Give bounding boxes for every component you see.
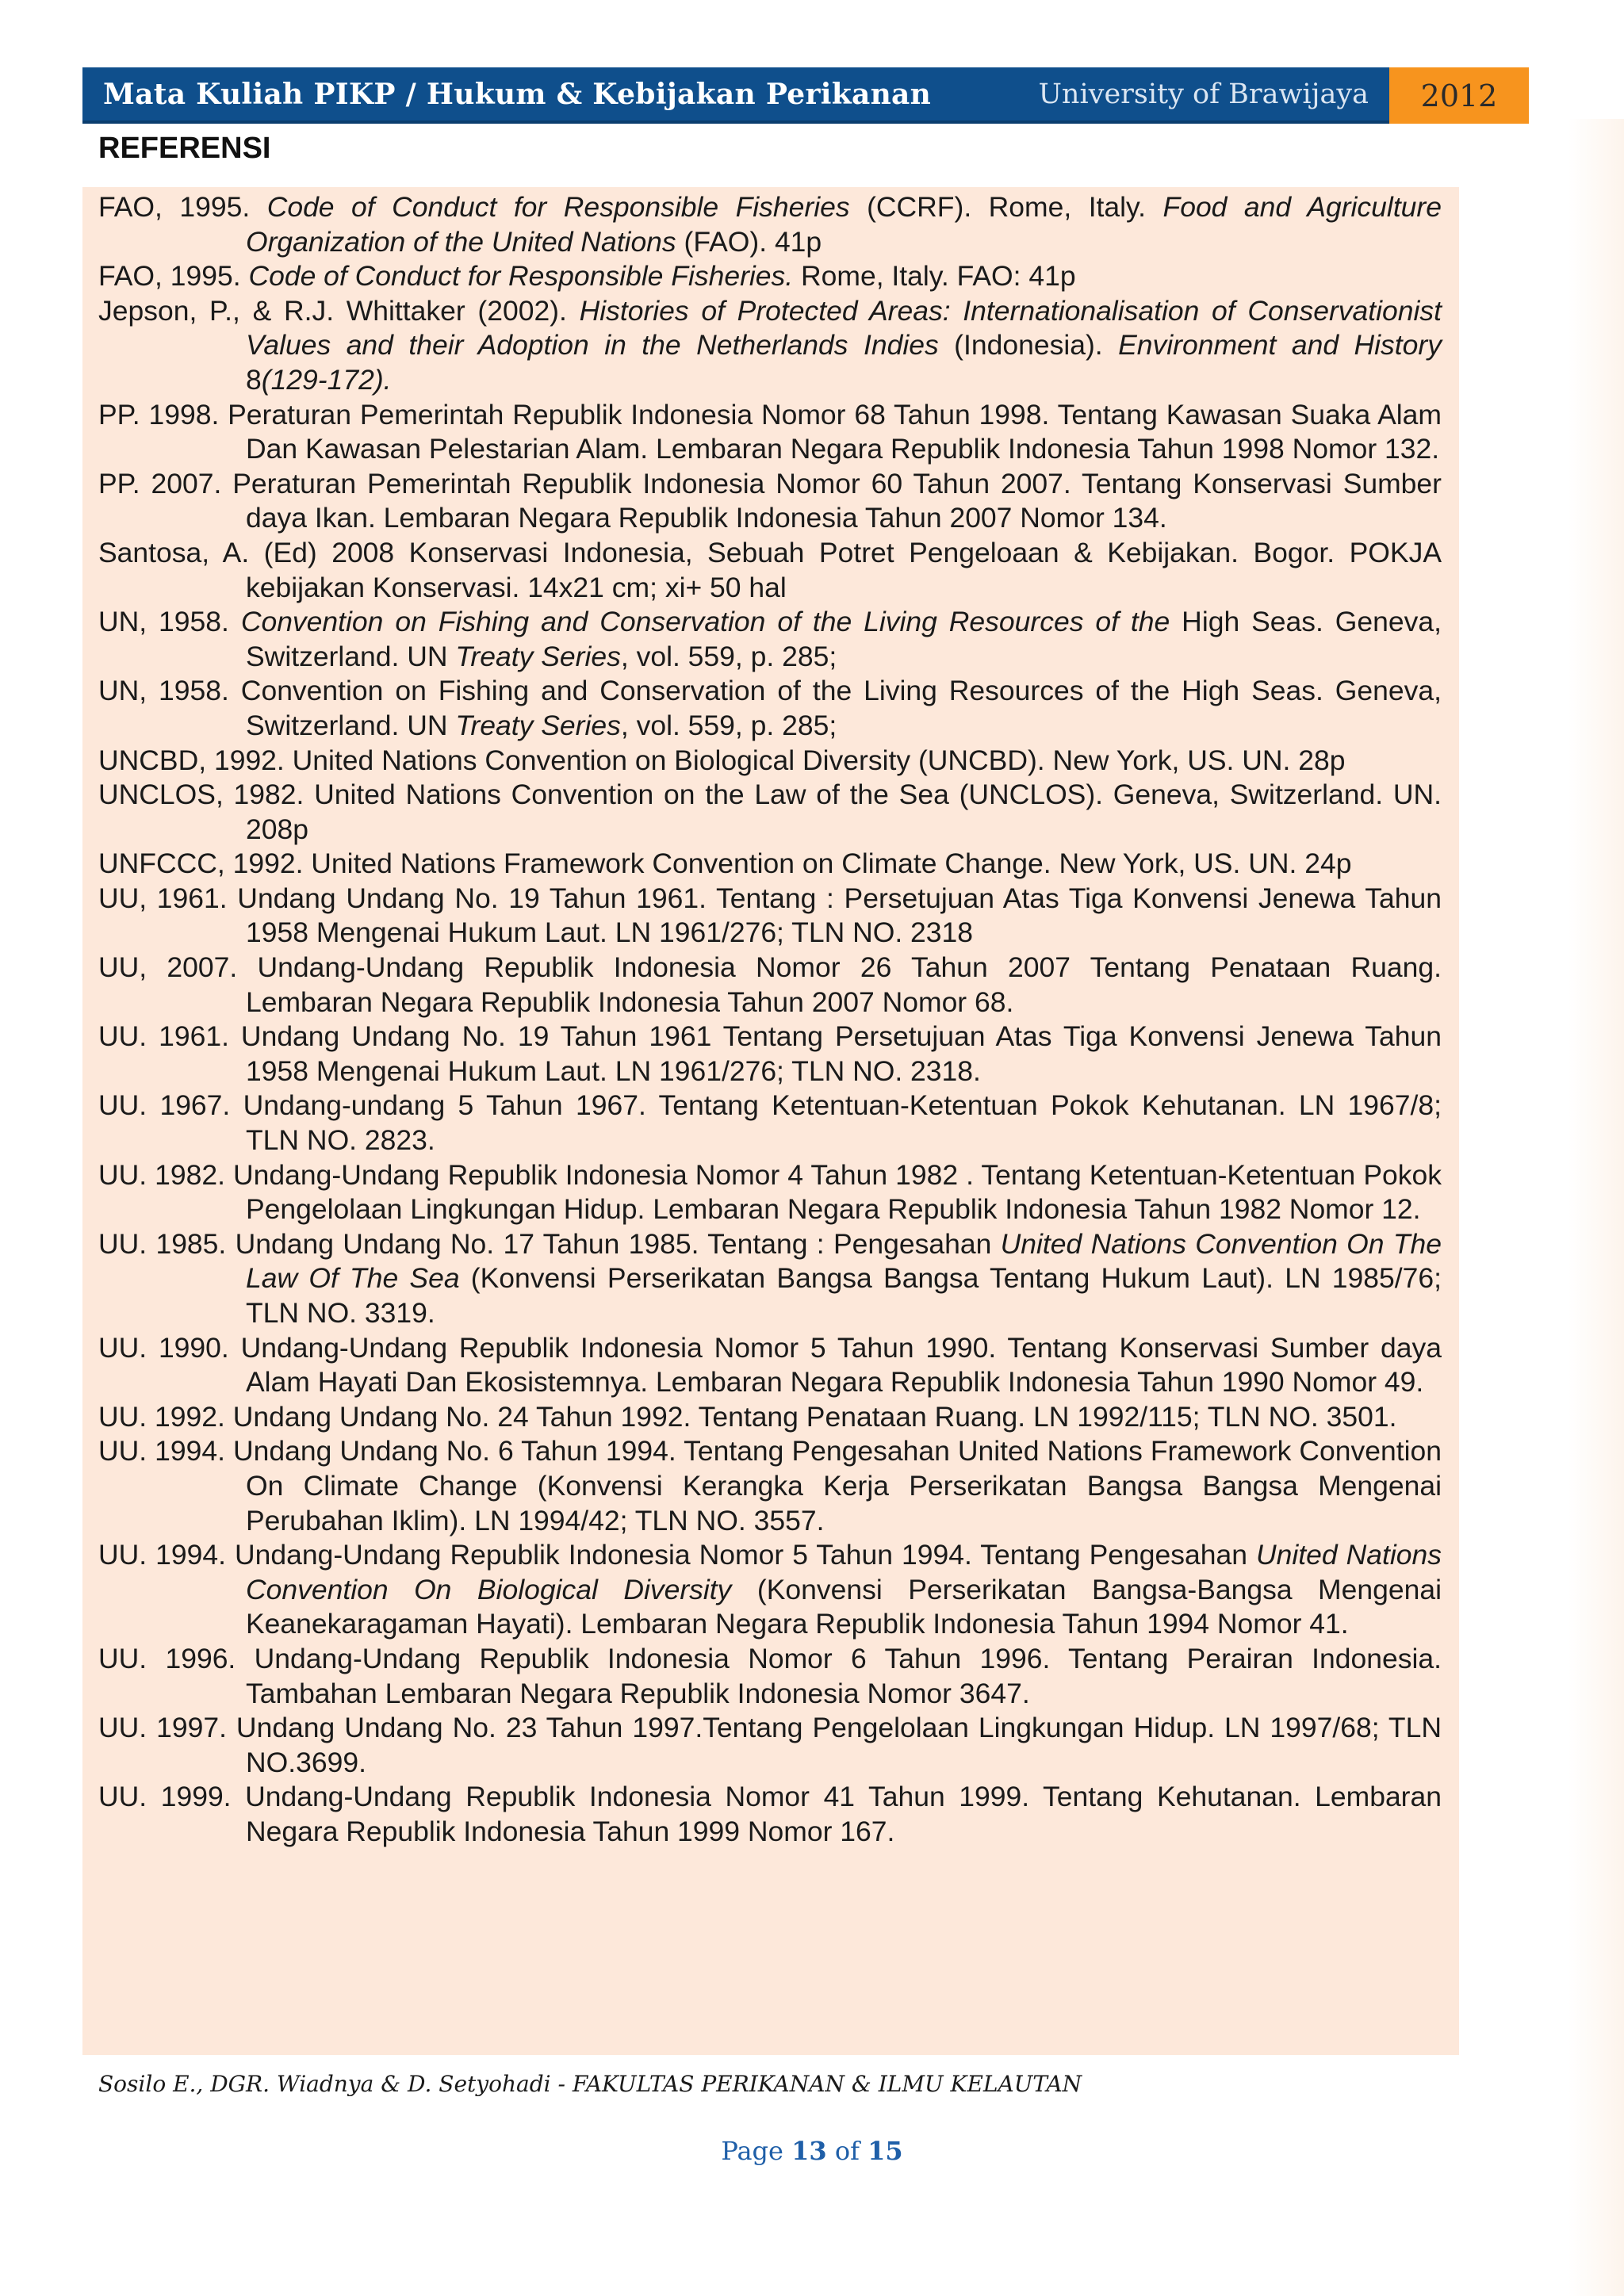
reference-text: UU. 1997. Undang Undang No. 23 Tahun 1997.Tentang Pengelolaan Lingkungan Hidup. LN 1997/68; TLN NO.3699. xyxy=(98,1712,1442,1778)
reference-text: UU. 1996. Undang-Undang Republik Indonesia Nomor 6 Tahun 1996. Tentang Perairan Indonesia. Tambahan Lembaran Negara Republik Indonesia Nomor 3647. xyxy=(98,1642,1442,1709)
reference-text: UU. 1994. Undang Undang No. 6 Tahun 1994. Tentang Pengesahan United Nations Framework Convention On Climate Change (Konvensi Kerangka Kerja Perserikatan Bangsa Bangsa Mengenai Perubahan Iklim). LN 1994/42; TLN NO. 3557. xyxy=(98,1435,1442,1536)
reference-text: Food and Agriculture Organization of the United Nations xyxy=(246,191,1442,258)
reference-text: UNCBD, 1992. United Nations Convention on Biological Diversity (UNCBD). New York, US. UN. 28p xyxy=(98,744,1346,776)
reference-text: UU. 1994. Undang-Undang Republik Indonesia Nomor 5 Tahun 1994. Tentang Pengesahan xyxy=(98,1539,1256,1571)
reference-text: (Konvensi Perserikatan Bangsa Bangsa Tentang Hukum Laut). LN 1985/76; TLN NO. 3319. xyxy=(246,1262,1442,1329)
reference-text: Rome, Italy. FAO: 41p xyxy=(793,260,1076,293)
reference-entry xyxy=(98,1780,1442,1849)
reference-entry xyxy=(98,882,1442,951)
reference-list xyxy=(82,187,1459,2055)
reference-text: PP. 1998. Peraturan Pemerintah Republik Indonesia Nomor 68 Tahun 1998. Tentang Kawasan Suaka Alam Dan Kawasan Pelestarian Alam. Lembaran Negara Republik Indonesia Tahun 1998 Nomor 132. xyxy=(98,398,1442,465)
reference-entry xyxy=(98,294,1442,398)
reference-entry xyxy=(98,744,1442,779)
reference-entry xyxy=(98,1400,1442,1435)
reference-entry xyxy=(98,1538,1442,1642)
reference-entry xyxy=(98,1331,1442,1400)
reference-entry xyxy=(98,951,1442,1020)
reference-text: Histories of Protected Areas: Internationalisation of Conservationist Values and their Adoption in the Netherlands Indies xyxy=(246,294,1442,362)
reference-entry xyxy=(98,847,1442,882)
page-current: 13 xyxy=(791,2136,827,2166)
reference-entry xyxy=(98,190,1442,259)
side-decoration xyxy=(1568,119,1624,2296)
reference-text: UU. 1999. Undang-Undang Republik Indonesia Nomor 41 Tahun 1999. Tentang Kehutanan. Lembaran Negara Republik Indonesia Tahun 1999 Nomor 167. xyxy=(98,1781,1442,1847)
footer-authors: Sosilo E., DGR. Wiadnya & D. Setyohadi - FAKULTAS PERIKANAN & ILMU KELAUTAN xyxy=(98,2071,1082,2097)
reference-text: Treaty Series xyxy=(455,709,621,741)
reference-text: UN, 1958. xyxy=(98,606,241,638)
page-header xyxy=(82,67,1529,124)
reference-text: UN, 1958. Convention on Fishing and Conservation of the Living Resources of the High Seas. Geneva, Switzerland. UN xyxy=(98,675,1442,741)
reference-entry xyxy=(98,778,1442,847)
reference-text: Environment and History xyxy=(1118,329,1442,362)
page-number xyxy=(0,2136,1624,2166)
reference-entry xyxy=(98,259,1442,294)
reference-entry xyxy=(98,1089,1442,1158)
reference-text: Code of Conduct for Responsible Fisheries xyxy=(266,191,850,223)
reference-text: UU. 1992. Undang Undang No. 24 Tahun 1992. Tentang Penataan Ruang. LN 1992/115; TLN NO. 3501. xyxy=(98,1400,1397,1433)
reference-text: PP. 2007. Peraturan Pemerintah Republik Indonesia Nomor 60 Tahun 2007. Tentang Konservasi Sumber daya Ikan. Lembaran Negara Republik Indonesia Tahun 2007 Nomor 134. xyxy=(98,467,1442,534)
reference-text: United Nations Convention On Biological Diversity xyxy=(246,1539,1442,1605)
reference-entry xyxy=(98,398,1442,467)
university-name: University of Brawijaya xyxy=(1038,78,1369,110)
reference-text: UU. 1985. Undang Undang No. 17 Tahun 1985. Tentang : Pengesahan xyxy=(98,1227,1001,1260)
reference-text: Jepson, P., & R.J. Whittaker (2002). xyxy=(98,294,580,327)
reference-text: UU. 1967. Undang-undang 5 Tahun 1967. Tentang Ketentuan-Ketentuan Pokok Kehutanan. LN 1967/8; TLN NO. 2823. xyxy=(98,1089,1442,1157)
reference-text: (CCRF). Rome, Italy. xyxy=(849,191,1163,223)
reference-text: (129-172). xyxy=(261,363,392,396)
reference-text: UU, 1961. Undang Undang No. 19 Tahun 1961. Tentang : Persetujuan Atas Tiga Konvensi Jenewa Tahun 1958 Mengenai Hukum Laut. LN 1961/276; TLN NO. 2318 xyxy=(98,882,1442,949)
course-title: Mata Kuliah PIKP / Hukum & Kebijakan Perikanan xyxy=(103,77,932,111)
reference-text: United Nations Convention On The Law Of The Sea xyxy=(246,1227,1442,1295)
reference-entry xyxy=(98,467,1442,536)
reference-entry xyxy=(98,674,1442,743)
reference-text: 8 xyxy=(246,363,262,396)
reference-text: (Konvensi Perserikatan Bangsa-Bangsa Mengenai Keanekaragaman Hayati). Lembaran Negara Republik Indonesia Tahun 1994 Nomor 41. xyxy=(246,1573,1442,1640)
header-year: 2012 xyxy=(1389,67,1529,124)
reference-entry xyxy=(98,1020,1442,1089)
reference-text: Treaty Series xyxy=(455,640,621,672)
reference-text: (FAO). 41p xyxy=(676,225,822,258)
header-bar xyxy=(82,67,1389,124)
reference-entry xyxy=(98,1158,1442,1227)
reference-entry xyxy=(98,1711,1442,1780)
reference-text: UU, 2007. Undang-Undang Republik Indonesia Nomor 26 Tahun 2007 Tentang Penataan Ruang. Lembaran Negara Republik Indonesia Tahun 2007 Nomor 68. xyxy=(98,951,1442,1018)
reference-text: UU. 1961. Undang Undang No. 19 Tahun 1961 Tentang Persetujuan Atas Tiga Konvensi Jenewa Tahun 1958 Mengenai Hukum Laut. LN 1961/276; TLN NO. 2318. xyxy=(98,1020,1442,1087)
page-of: of xyxy=(834,2136,860,2166)
reference-text: UNFCCC, 1992. United Nations Framework Convention on Climate Change. New York, US. UN. 24p xyxy=(98,848,1352,880)
reference-entry xyxy=(98,605,1442,674)
reference-text: Convention on Fishing and Conservation of the Living Resources of the xyxy=(240,606,1170,638)
reference-text: UU. 1990. Undang-Undang Republik Indonesia Nomor 5 Tahun 1990. Tentang Konservasi Sumber daya Alam Hayati Dan Ekosistemnya. Lembaran Negara Republik Indonesia Tahun 1990 Nomor 49. xyxy=(98,1331,1442,1399)
reference-text: High Seas. Geneva, Switzerland. UN xyxy=(246,606,1442,672)
reference-text: UNCLOS, 1982. United Nations Convention on the Law of the Sea (UNCLOS). Geneva, Switzerland. UN. 208p xyxy=(98,779,1442,845)
reference-entry xyxy=(98,536,1442,605)
reference-text: FAO, 1995. xyxy=(98,191,267,223)
reference-text: , vol. 559, p. 285; xyxy=(620,640,837,672)
reference-text: FAO, 1995. xyxy=(98,260,249,293)
page-total: 15 xyxy=(868,2136,903,2166)
reference-entry xyxy=(98,1642,1442,1711)
reference-text: , vol. 559, p. 285; xyxy=(620,709,837,741)
reference-entry xyxy=(98,1227,1442,1331)
reference-text: Code of Conduct for Responsible Fisheries. xyxy=(248,260,794,293)
section-title: REFERENSI xyxy=(98,132,271,165)
reference-text: (Indonesia). xyxy=(938,329,1119,362)
reference-entry xyxy=(98,1434,1442,1538)
reference-text: UU. 1982. Undang-Undang Republik Indonesia Nomor 4 Tahun 1982 . Tentang Ketentuan-Ketentuan Pokok Pengelolaan Lingkungan Hidup. Lembaran Negara Republik Indonesia Tahun 1982 Nomor 12. xyxy=(98,1158,1442,1226)
reference-text: Santosa, A. (Ed) 2008 Konservasi Indonesia, Sebuah Potret Pengeloaan & Kebijakan. Bogor. POKJA kebijakan Konservasi. 14x21 cm; xi+ 50 hal xyxy=(98,536,1442,603)
page-label: Page xyxy=(721,2136,783,2166)
